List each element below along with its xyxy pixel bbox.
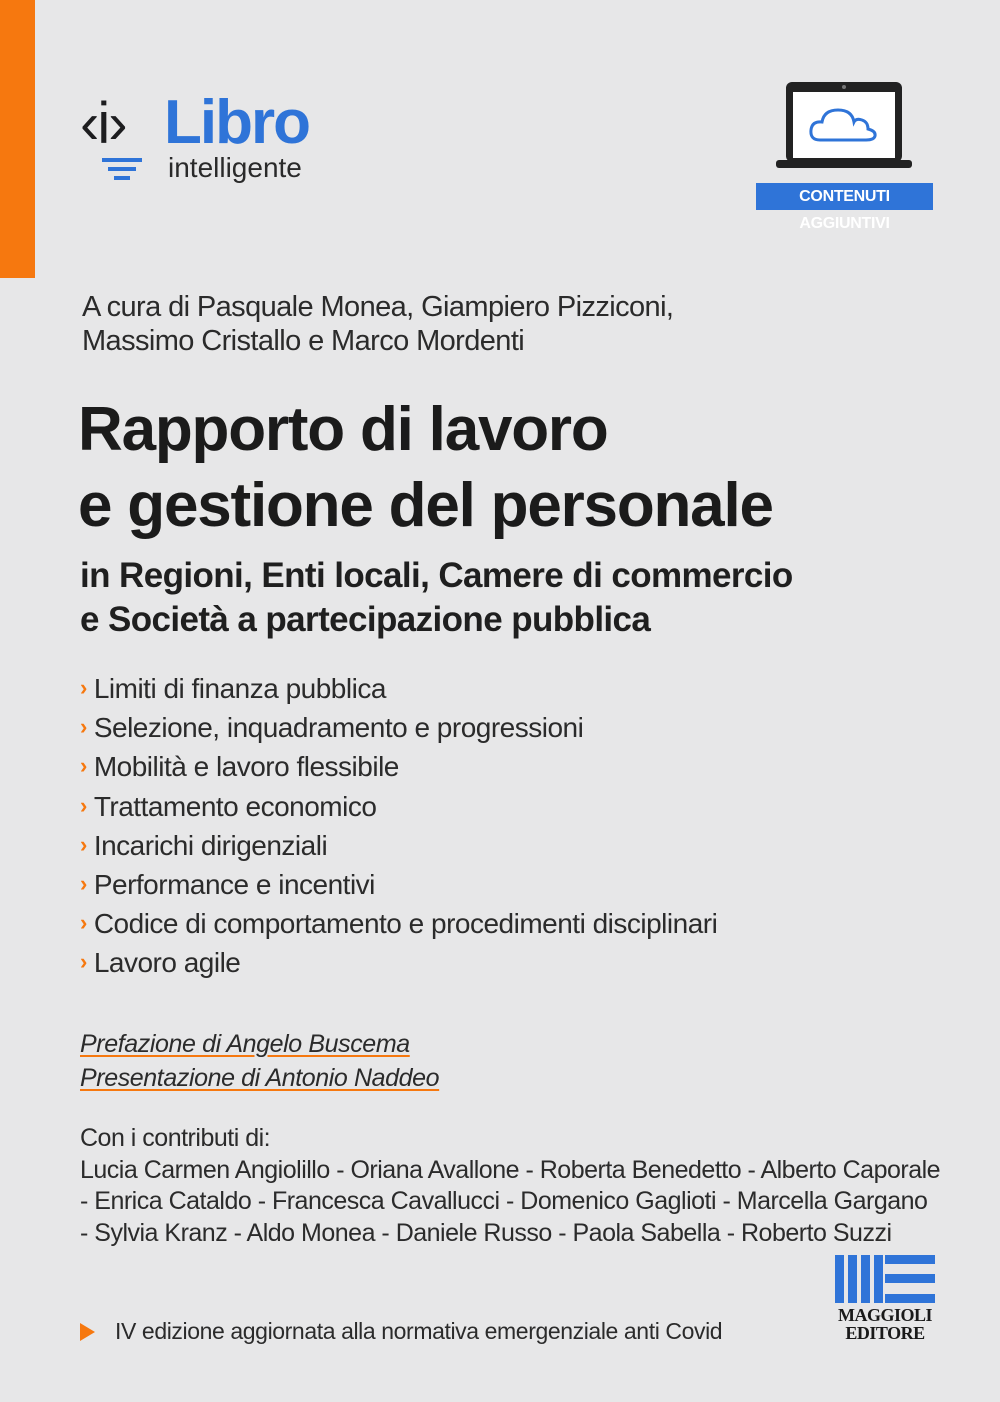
logo-brand: Libro: [164, 88, 309, 157]
preface-credit: Prefazione di Angelo Buscema: [80, 1030, 410, 1058]
contributors-line-3: - Sylvia Kranz - Aldo Monea - Daniele Russo - Paola Sabella - Roberto Suzzi: [80, 1218, 892, 1247]
topic-item: › Lavoro agile: [80, 947, 241, 979]
contributors-line-1: Lucia Carmen Angiolillo - Oriana Avallone - Roberta Benedetto - Alberto Caporale: [80, 1155, 941, 1184]
chevron-right-icon: ›: [80, 871, 87, 897]
topic-item: › Limiti di finanza pubblica: [80, 673, 386, 704]
logo-lines-icon: [102, 158, 142, 182]
subtitle-line-1: in Regioni, Enti locali, Camere di commercio: [80, 556, 793, 595]
chevron-right-icon: ›: [80, 753, 87, 779]
topic-item: › Codice di comportamento e procedimenti disciplinari: [80, 908, 718, 940]
publisher-name: MAGGIOLI EDITORE: [837, 1305, 932, 1343]
topic-item: › Mobilità e lavoro flessibile: [80, 751, 399, 783]
title-line-1: Rapporto di lavoro: [78, 395, 608, 464]
book-subtitle: [80, 554, 793, 642]
chevron-right-icon: ›: [80, 831, 87, 857]
contributors: [80, 1123, 940, 1249]
prefaces: [80, 1027, 439, 1095]
laptop-cloud-icon: [776, 80, 916, 180]
presentation-credit: Presentazione di Antonio Naddeo: [80, 1064, 440, 1092]
title-line-2: e gestione del personale: [78, 471, 773, 540]
orange-accent-strip: [0, 0, 35, 278]
logo-tagline: intelligente: [168, 152, 302, 183]
chevron-right-icon: ›: [80, 714, 87, 740]
edition-note: [80, 1316, 722, 1346]
publisher-mark-icon: [835, 1255, 935, 1303]
logo-brackets: ‹i›: [80, 91, 126, 156]
book-title: [78, 392, 773, 544]
editors-line-1: A cura di Pasquale Monea, Giampiero Pizziconi,: [82, 291, 674, 323]
edition-text: IV edizione aggiornata alla normativa emergenziale anti Covid: [115, 1318, 723, 1344]
ilibro-logo: [80, 88, 320, 192]
topic-item: › Trattamento economico: [80, 790, 377, 822]
editors-credit: [82, 290, 673, 358]
topic-item: › Performance e incentivi: [80, 869, 375, 901]
publisher-logo: [835, 1255, 935, 1345]
play-arrow-icon: [80, 1323, 95, 1341]
subtitle-line-2: e Società a partecipazione pubblica: [80, 600, 651, 639]
topic-item: › Incarichi dirigenziali: [80, 829, 328, 861]
chevron-right-icon: ›: [80, 792, 87, 818]
contributors-heading: Con i contributi di:: [80, 1124, 271, 1152]
editors-line-2: Massimo Cristallo e Marco Mordenti: [82, 325, 525, 357]
chevron-right-icon: ›: [80, 949, 87, 975]
chevron-right-icon: ›: [80, 675, 87, 700]
topic-item: › Selezione, inquadramento e progressioni: [80, 712, 584, 744]
chevron-right-icon: ›: [80, 910, 87, 936]
contributors-line-2: - Enrica Cataldo - Francesca Cavallucci - Domenico Gaglioti - Marcella Gargano: [80, 1187, 928, 1215]
additional-content-badge: CONTENUTI AGGIUNTIVI: [756, 183, 933, 210]
topics-list: [80, 670, 717, 984]
